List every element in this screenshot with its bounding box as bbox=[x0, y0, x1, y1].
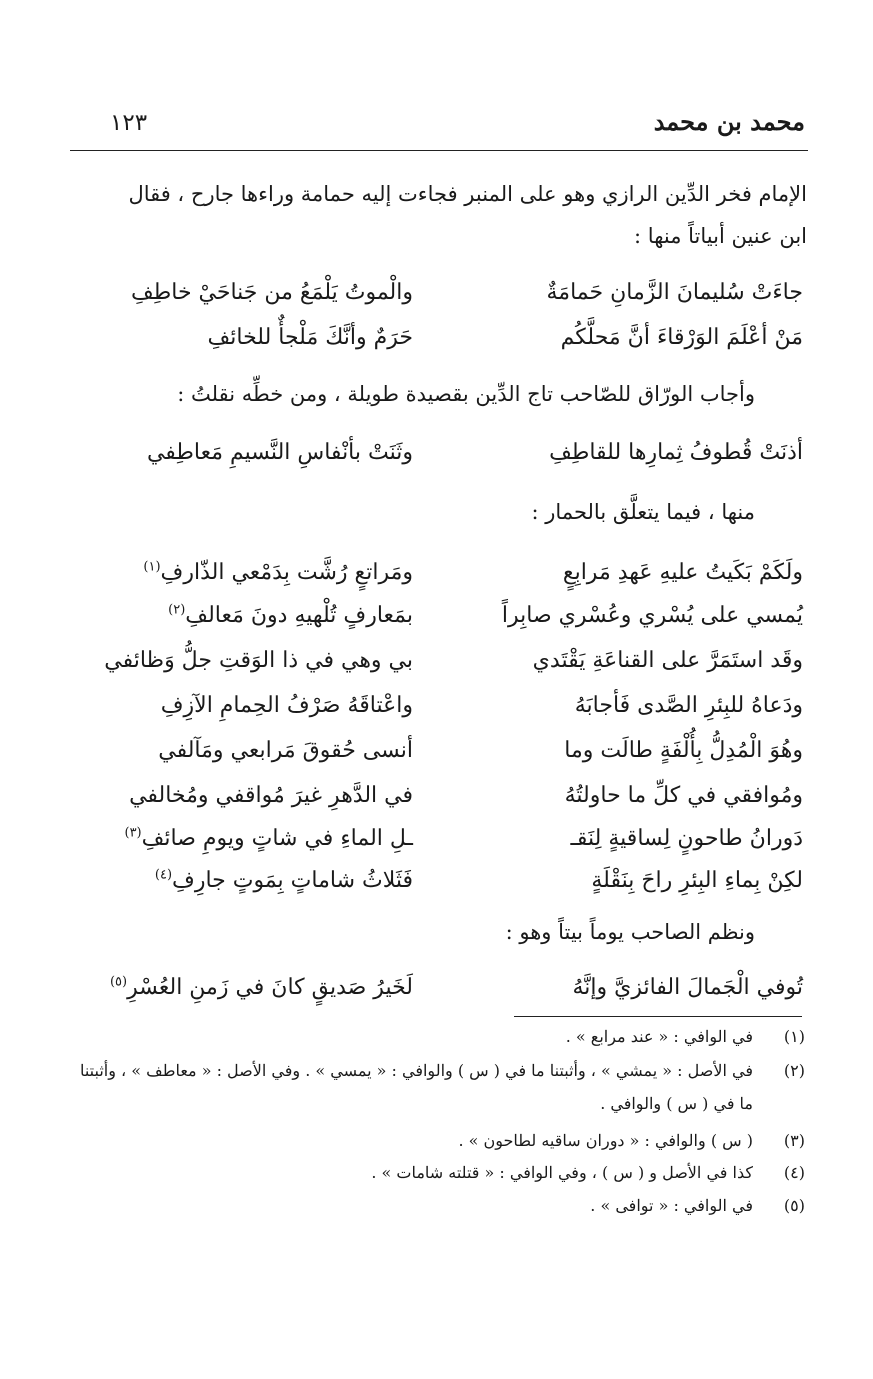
footnote-1 bbox=[0, 1020, 873, 1053]
verse-a2-sadr: مَنْ أعْلَمَ الوَرْقاءَ أنَّ مَحلَّكُم bbox=[560, 325, 803, 350]
verse-a1-ajz: والْموتُ يَلْمَعُ من جَناحَيْ خاطِفِ bbox=[130, 280, 413, 305]
verse-c4-sadr: ودَعاهُ للبِئرِ الصَّدى فَأجابَهُ bbox=[574, 693, 803, 718]
verse-c3-ajz: بي وهي في ذا الوَقتِ جلُّ وَظائفي bbox=[104, 648, 413, 673]
verse-a2-ajz: حَرَمٌ وأنَّكَ مَلْجأٌ للخائفِ bbox=[207, 325, 413, 350]
nazm-line: ونظم الصاحب يوماً بيتاً وهو : bbox=[505, 920, 755, 944]
verse-c1-sadr: ولَكَمْ بَكَيتُ عليهِ عَهدِ مَرابِعٍ bbox=[562, 560, 803, 585]
footnote-number: (٤) bbox=[783, 1163, 805, 1182]
footnote-marker-2: (٢) bbox=[168, 602, 186, 618]
footnote-number: (٢) bbox=[783, 1061, 805, 1080]
minha-line: منها ، فيما يتعلَّق بالحمار : bbox=[531, 500, 755, 524]
verse-c1-ajz bbox=[143, 560, 413, 585]
verse-c3-sadr: وقَد استَمَرَّ على القناعَةِ يَقْتَدي bbox=[532, 648, 803, 673]
verse-c5-sadr: وهُوَ الْمُدِلُّ بِأُلْفَةٍ طالَت وما bbox=[564, 738, 803, 763]
running-header-author: محمد بن محمد bbox=[653, 107, 805, 136]
footnote-text: في الوافي : « عند مرابع » . bbox=[565, 1027, 753, 1046]
verse-c6-ajz: في الدَّهرِ غيرَ مُواقفي ومُخالفي bbox=[129, 783, 413, 808]
verse-c5-ajz: أنسى حُقوقَ مَرابعي ومَآلفي bbox=[158, 738, 413, 763]
footnote-text: في الوافي : « توافى » . bbox=[590, 1196, 753, 1215]
footnote-4 bbox=[0, 1156, 873, 1189]
footnote-marker-1: (١) bbox=[143, 559, 161, 575]
footnote-text: في الأصل : « يمشي » ، وأثبتنا ما في ( س ) والوافي : « يمسي » . وفي الأصل : « معاطف » ، وأثبتنا bbox=[79, 1061, 753, 1080]
footnote-text: كذا في الأصل و ( س ) ، وفي الوافي : « قتلته شامات » . bbox=[371, 1163, 753, 1182]
verse-c8-sadr: لكِنْ بِماءِ البِئرِ راحَ بِنَقْلَةٍ bbox=[591, 868, 803, 893]
intro-line-1: الإمام فخر الدِّين الرازي وهو على المنبر فجاءت إليه حمامة وراءها جارح ، فقال bbox=[128, 182, 807, 206]
footnote-rule bbox=[514, 1016, 802, 1017]
verse-b-sadr: أذنَتْ قُطوفُ ثِمارِها للقاطِفِ bbox=[549, 440, 803, 465]
verse-c2-ajz bbox=[168, 603, 413, 628]
footnote-5 bbox=[0, 1189, 873, 1222]
verse-c7-sadr: دَورانُ طاحونٍ لِساقيةٍ لِنَقـ bbox=[570, 826, 803, 851]
verse-d-ajz-text: لَخَيرُ صَديقٍ كانَ في زَمنِ العُسْرِ bbox=[127, 975, 413, 1000]
footnote-number: (٥) bbox=[783, 1196, 805, 1215]
verse-a1-sadr: جاءَتْ سُليمانَ الزَّمانِ حَمامَةٌ bbox=[546, 280, 803, 305]
footnote-marker-3: (٣) bbox=[124, 825, 142, 841]
footnote-text-cont: ما في ( س ) والوافي . bbox=[600, 1094, 753, 1113]
verse-c7-ajz bbox=[124, 826, 413, 851]
footnote-3 bbox=[0, 1124, 873, 1157]
verse-c2-ajz-text: بمَعارفٍ تُلْهيهِ دونَ مَعالفِ bbox=[185, 603, 413, 628]
footnote-number: (١) bbox=[783, 1027, 805, 1046]
intro-line-2: ابن عنين أبياتاً منها : bbox=[634, 224, 807, 248]
verse-c4-ajz: واعْتاقَهُ صَرْفُ الحِمامِ الآزِفِ bbox=[160, 693, 413, 718]
verse-c1-ajz-text: ومَراتعٍ رُشَّت بِدَمْعي الذّارفِ bbox=[160, 560, 413, 585]
verse-c6-sadr: ومُوافقي في كلِّ ما حاولتُهُ bbox=[564, 783, 803, 808]
reply-line: وأجاب الورّاق للصّاحب تاج الدِّين بقصيدة طويلة ، ومن خطِّه نقلتُ : bbox=[177, 382, 755, 406]
footnote-text: ( س ) والوافي : « دوران ساقيه لطاحون » . bbox=[458, 1131, 753, 1150]
intro-paragraph bbox=[67, 173, 807, 257]
verse-c7-ajz-text: ـلِ الماءِ في شاتٍ ويومِ صائفِ bbox=[141, 826, 413, 851]
verse-d-ajz bbox=[110, 975, 413, 1000]
verse-c8-ajz-text: فَثَلاثُ شاماتٍ بِمَوتٍ جارِفِ bbox=[172, 868, 413, 893]
footnote-2 bbox=[0, 1054, 873, 1120]
footnote-marker-4: (٤) bbox=[154, 867, 173, 883]
verse-d-sadr: تُوفي الْجَمالَ الفائزيَّ وإنَّهُ bbox=[572, 975, 803, 1000]
page-number: ١٢٣ bbox=[110, 110, 148, 136]
verse-c8-ajz bbox=[155, 868, 413, 893]
footnote-marker-5: (٥) bbox=[109, 974, 128, 990]
verse-c2-sadr: يُمسي على يُسْري وعُسْري صابِراً bbox=[501, 603, 803, 628]
footnote-number: (٣) bbox=[783, 1131, 805, 1150]
header-rule bbox=[70, 150, 808, 151]
verse-b-ajz: وثَنَتْ بأنْفاسِ النَّسيمِ مَعاطِفي bbox=[146, 440, 413, 465]
